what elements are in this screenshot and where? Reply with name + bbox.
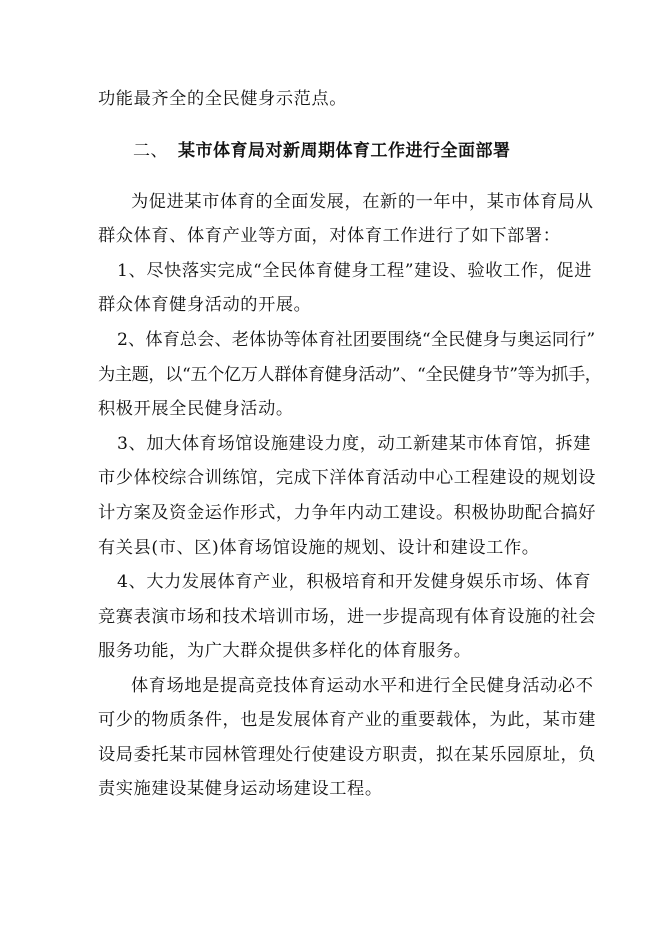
- paragraph-line: 责实施建设某健身运动场建设工程。: [98, 779, 383, 799]
- paragraph-line: 设局委托某市园林管理处行使建设方职责，拟在某乐园原址，负: [98, 745, 597, 765]
- list-item-line: 1、尽快落实完成“全民体育健身工程”建设、验收工作，促进: [117, 261, 592, 281]
- section-title: 某市体育局对新周期体育工作进行全面部署: [178, 141, 511, 161]
- paragraph-line: 群众体育、体育产业等方面，对体育工作进行了如下部署：: [98, 226, 561, 246]
- list-item-line: 计方案及资金运作形式，力争年内动工建设。积极协助配合搞好: [98, 503, 597, 523]
- section-heading: [133, 140, 511, 162]
- list-item-line: 为主题，以“五个亿万人群体育健身活动”、“全民健身节”等为抓手，: [98, 365, 602, 385]
- list-item-line: 积极开展全民健身活动。: [98, 399, 294, 419]
- list-item-line: 群众体育健身活动的开展。: [98, 295, 312, 315]
- paragraph-line: 功能最齐全的全民健身示范点。: [98, 89, 348, 109]
- list-item-line: 服务功能，为广大群众提供多样化的体育服务。: [98, 641, 472, 661]
- list-item-line: 竞赛表演市场和技术培训市场，进一步提高现有体育设施的社会: [98, 607, 597, 627]
- list-item-line: 有关县(市、区)体育场馆设施的规划、设计和建设工作。: [98, 538, 540, 558]
- list-item-line: 市少体校综合训练馆，完成下洋体育活动中心工程建设的规划设: [98, 468, 597, 488]
- list-item-line: 4、大力发展体育产业，积极培育和开发健身娱乐市场、体育: [117, 572, 592, 592]
- paragraph-line: 为促进某市体育的全面发展，在新的一年中，某市体育局从: [131, 192, 594, 212]
- list-item-line: 2、体育总会、老体协等体育社团要围绕“全民健身与奥运同行”: [117, 330, 596, 350]
- section-number: 二、: [133, 141, 168, 161]
- paragraph-line: 体育场地是提高竞技体育运动水平和进行全民健身活动必不: [131, 676, 594, 696]
- list-item-line: 3、加大体育场馆设施建设力度，动工新建某市体育馆，拆建: [117, 434, 592, 454]
- paragraph-line: 可少的物质条件，也是发展体育产业的重要载体，为此，某市建: [98, 710, 597, 730]
